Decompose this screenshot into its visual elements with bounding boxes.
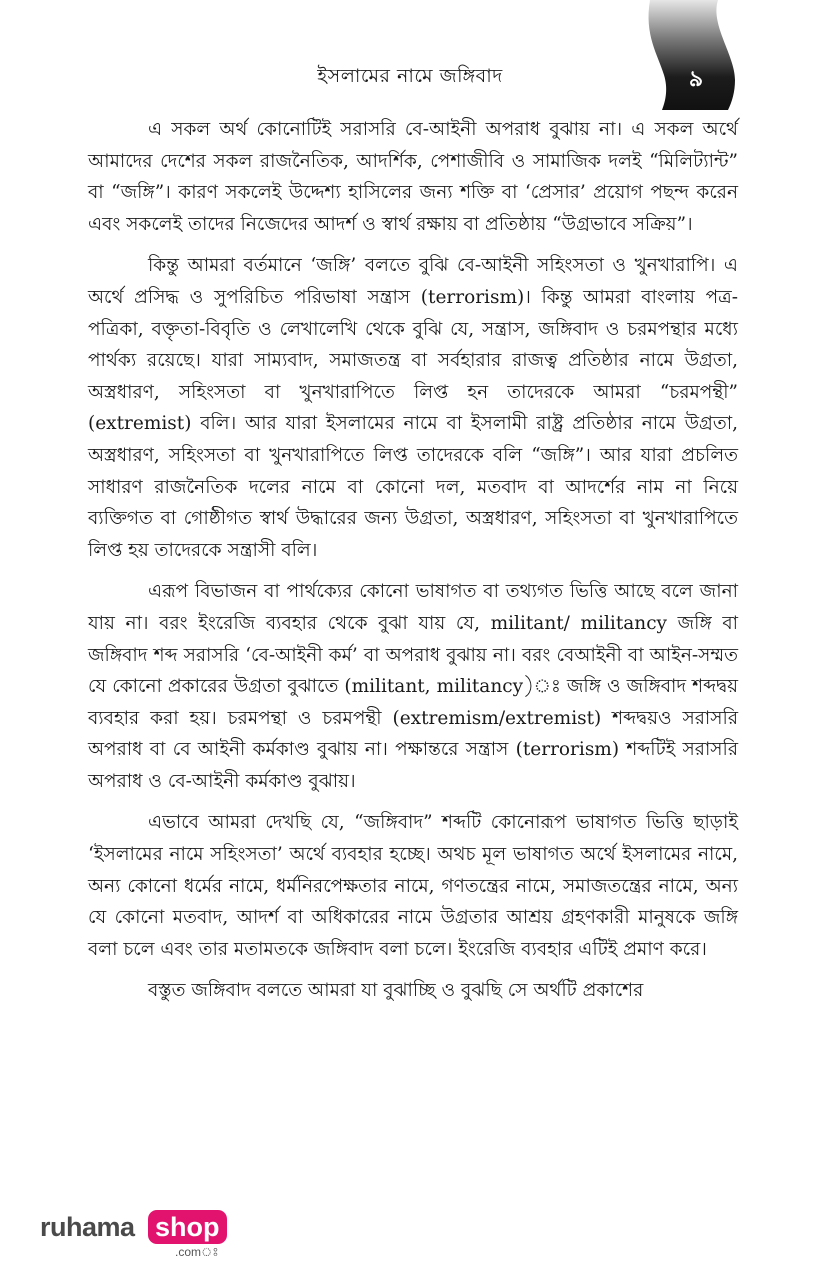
paragraph-3: এরূপ বিভাজন বা পার্থক্যের কোনো ভাষাগত বা তথ্যগত ভিত্তি আছে বলে জানা যায় না। বরং ইংরেজি ব্যবহার থেকে বুঝা যায় যে, militant/ militancy জঙ্গি বা জঙ্গিবাদ শব্দ সরাসরি ‘বে-আইনী কর্ম’ বা অপরাধ বুঝায় না। বরং বেআইনী বা আইন-সম্মত যে কোনো প্রকারের উগ্রতা বুঝাতে (militant, militancy)ঃ জঙ্গি ও জঙ্গিবাদ শব্দদ্বয় ব্যবহার করা হয়। চরমপন্থা ও চরমপন্থী (extremism/extremist) শব্দদ্বয়ও সরাসরি অপরাধ বা বে আইনী কর্মকাণ্ড বুঝায় না। পক্ষান্তরে সন্ত্রাস (terrorism) শব্দটিই সরাসরি অপরাধ ও বে-আইনী কর্মকাণ্ড বুঝায়। xyxy=(88,581,738,792)
logo-brand-right: shop xyxy=(148,1210,227,1244)
paragraph-4: এভাবে আমরা দেখছি যে, “জঙ্গিবাদ” শব্দটি কোনোরূপ ভাষাগত ভিত্তি ছাড়াই ‘ইসলামের নামে সহিংসতা’ অর্থে ব্যবহার হচ্ছে। অথচ মূল ভাষাগত অর্থে ইসলামের নামে, অন্য কোনো ধর্মের নামে, ধর্মনিরপেক্ষতার নামে, গণতন্ত্রের নামে, সমাজতন্ত্রের নামে, অন্য যে কোনো মতবাদ, আদর্শ বা অধিকারের নামে উগ্রতার আশ্রয় গ্রহণকারী মানুষকে জঙ্গি বলা চলে এবং তার মতামতকে জঙ্গিবাদ বলা চলে। ইংরেজি ব্যবহার এটিই প্রমাণ করে। xyxy=(88,812,738,960)
ruhamashop-logo xyxy=(40,1210,240,1260)
running-head: ইসলামের নামে জঙ্গিবাদ xyxy=(317,65,503,87)
body-text xyxy=(88,114,738,1017)
paragraph-5: বস্তুত জঙ্গিবাদ বলতে আমরা যা বুঝাচ্ছি ও বুঝছি সে অর্থটি প্রকাশের xyxy=(148,980,644,1002)
logo-brand-left: ruhama xyxy=(40,1212,135,1242)
paragraph-1: এ সকল অর্থ কোনোটিই সরাসরি বে-আইনী অপরাধ বুঝায় না। এ সকল অর্থে আমাদের দেশের সকল রাজনৈতিক, আদর্শিক, পেশাজীবি ও সামাজিক দলই “মিলিট্যান্ট” বা “জঙ্গি”। কারণ সকলেই উদ্দেশ্য হাসিলের জন্য শক্তি বা ‘প্রেসার’ প্রয়োগ পছন্দ করেন এবং সকলেই তাদের নিজেদের আদর্শ ও স্বার্থ রক্ষায় বা প্রতিষ্ঠায় “উগ্রভাবে সক্রিয়”। xyxy=(88,119,738,235)
page-number: ৯ xyxy=(688,67,704,92)
logo-domain: .comঃ xyxy=(175,1245,219,1259)
paragraph-2: কিন্তু আমরা বর্তমানে ‘জঙ্গি’ বলতে বুঝি বে-আইনী সহিংসতা ও খুনখারাপি। এ অর্থে প্রসিদ্ধ ও সুপরিচিত পরিভাষা সন্ত্রাস (terrorism)। কিন্তু আমরা বাংলায় পত্র-পত্রিকা, বক্তৃতা-বিবৃতি ও লেখালেখি থেকে বুঝি যে, সন্ত্রাস, জঙ্গিবাদ ও চরমপন্থার মধ্যে পার্থক্য রয়েছে। যারা সাম্যবাদ, সমাজতন্ত্র বা সর্বহারার রাজত্ব প্রতিষ্ঠার নামে উগ্রতা, অস্ত্রধারণ, সহিংসতা বা খুনখারাপিতে লিপ্ত হন তাদেরকে আমরা “চরমপন্থী” (extremist) বলি। আর যারা ইসলামের নামে বা ইসলামী রাষ্ট্র প্রতিষ্ঠার নামে উগ্রতা, অস্ত্রধারণ, সহিংসতা বা খুনখারাপিতে লিপ্ত তাদেরকে বলি “জঙ্গি”। আর যারা প্রচলিত সাধারণ রাজনৈতিক দলের নামে বা কোনো দল, মতবাদ বা আদর্শের নাম না নিয়ে ব্যক্তিগত বা গোষ্ঠীগত স্বার্থ উদ্ধারের জন্য উগ্রতা, অস্ত্রধারণ, সহিংসতা বা খুনখারাপিতে লিপ্ত হয় তাদেরকে সন্ত্রাসী বলি। xyxy=(88,255,738,561)
